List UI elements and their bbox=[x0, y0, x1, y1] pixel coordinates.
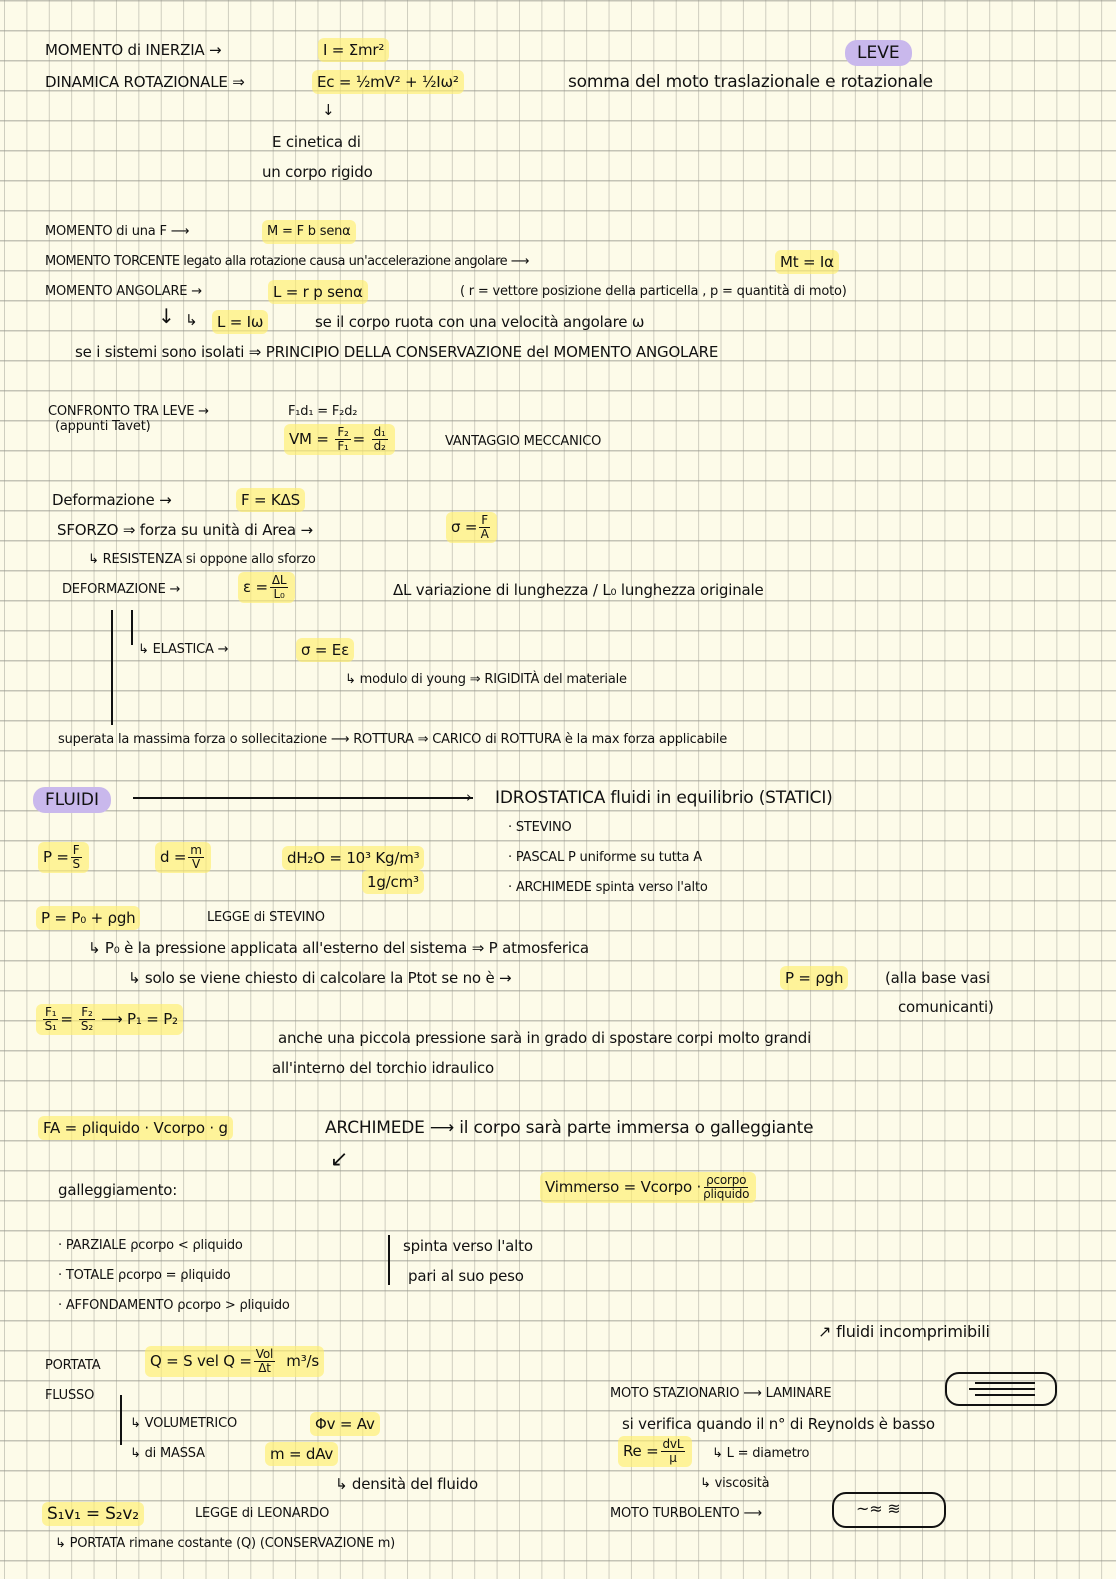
pascal-item: · PASCAL P uniforme su tutta A bbox=[508, 850, 702, 865]
def2-note: ΔL variazione di lunghezza / L₀ lunghezza originale bbox=[393, 581, 764, 599]
fluidi-badge: FLUIDI bbox=[33, 787, 111, 813]
forza-label: MOMENTO di una F ⟶ bbox=[45, 224, 190, 239]
vimm-lhs: Vimmerso = Vcorpo · bbox=[545, 1178, 702, 1196]
fraction bbox=[479, 514, 490, 541]
flusso-label: FLUSSO bbox=[45, 1388, 95, 1403]
dinamica-note: somma del moto traslazionale e rotazionale bbox=[568, 72, 933, 92]
sforzo-label: SFORZO ⇒ forza su unità di Area → bbox=[57, 521, 313, 539]
denominator: L₀ bbox=[273, 587, 285, 601]
denominator: μ bbox=[669, 1451, 677, 1465]
denominator: d₂ bbox=[373, 439, 386, 453]
numerator: m bbox=[190, 843, 202, 857]
vm-formula: VM = $\frac{\text{F₂}}{\text{F₁}}$ = $\frac{\text{d₁}}{\text{d₂}}$ bbox=[284, 424, 395, 455]
vertical-arrow-line bbox=[111, 610, 113, 725]
portata-formula bbox=[145, 1346, 324, 1377]
numerator: F₁ bbox=[45, 1005, 57, 1019]
vasi-text-2: comunicanti) bbox=[898, 998, 994, 1016]
torchio-text-2: all'interno del torchio idraulico bbox=[272, 1059, 494, 1077]
denominator: V bbox=[192, 857, 201, 871]
idrostatica-text: IDROSTATICA fluidi in equilibrio (STATICI) bbox=[495, 788, 833, 808]
angolare-note: ( r = vettore posizione della particella , p = quantità di moto) bbox=[460, 284, 847, 299]
turbulent-tube-icon bbox=[832, 1492, 946, 1528]
turbulence-glyphs: ~≈ ≋ bbox=[856, 1499, 901, 1518]
water-density-alt: 1g/cm³ bbox=[362, 870, 424, 894]
density-formula bbox=[155, 842, 211, 873]
pascal-rhs: ⟶ P₁ = P₂ bbox=[101, 1010, 178, 1028]
flow-line bbox=[969, 1388, 1035, 1390]
young-text: ↳ modulo di young ⇒ RIGIDITÀ del materiale bbox=[345, 672, 627, 687]
archimede-label: ARCHIMEDE ⟶ il corpo sarà parte immersa o galleggiante bbox=[325, 1118, 814, 1138]
stevino-formula: P = P₀ + ρgh bbox=[36, 906, 140, 930]
pascal-formula: $\frac{\text{F₁}}{\text{S₁}}$ = $\frac{\text{F₂}}{\text{S₂}}$ ⟶ P₁ = P₂ bbox=[36, 1004, 183, 1035]
flow-line bbox=[975, 1394, 1035, 1396]
leve-badge: LEVE bbox=[845, 40, 912, 66]
numerator: F bbox=[72, 843, 80, 857]
reynolds-formula bbox=[618, 1436, 692, 1467]
long-arrow-line bbox=[133, 797, 473, 799]
numerator: Vol bbox=[255, 1347, 274, 1361]
elastica-label: ↳ ELASTICA → bbox=[138, 642, 229, 657]
numerator: F bbox=[481, 513, 488, 527]
spinta-text: spinta verso l'alto bbox=[403, 1237, 533, 1255]
vm-note: VANTAGGIO MECCANICO bbox=[445, 434, 602, 449]
turbolento-text: MOTO TURBOLENTO ⟶ bbox=[610, 1506, 762, 1521]
volumetrico-label: ↳ VOLUMETRICO bbox=[130, 1416, 237, 1431]
denominator: ρliquido bbox=[703, 1187, 750, 1201]
dinamica-formula: Ec = ½mV² + ½Iω² bbox=[312, 70, 464, 94]
archimede-formula: FA = ρliquido · Vcorpo · g bbox=[38, 1116, 233, 1140]
deformazione-formula: F = KΔS bbox=[236, 488, 305, 512]
confronto-label: CONFRONTO TRA LEVE → bbox=[48, 404, 209, 419]
denominator: S₁ bbox=[44, 1019, 57, 1033]
denominator: Δt bbox=[258, 1361, 271, 1375]
portata-unit: m³/s bbox=[286, 1352, 319, 1370]
fraction bbox=[270, 574, 289, 601]
down-arrow-icon: ↓ bbox=[158, 304, 175, 328]
inerzia-formula: I = Σmr² bbox=[318, 38, 389, 62]
deformazione-label: Deformazione → bbox=[52, 491, 172, 509]
archimede-item: · ARCHIMEDE spinta verso l'alto bbox=[508, 880, 708, 895]
fraction bbox=[335, 426, 350, 453]
galleggiamento-label: galleggiamento: bbox=[58, 1181, 178, 1199]
fraction bbox=[703, 1174, 749, 1201]
confronto-formula: F₁d₁ = F₂d₂ bbox=[288, 404, 358, 419]
numerator: F₂ bbox=[81, 1005, 93, 1019]
cinetica-text-2: un corpo rigido bbox=[262, 163, 373, 181]
sforzo-formula bbox=[446, 512, 497, 543]
volumetrico-formula: Φv = Av bbox=[310, 1412, 380, 1436]
laminar-tube-icon bbox=[945, 1372, 1057, 1406]
diagonal-arrow-icon: ↙ bbox=[330, 1147, 349, 1172]
arrow-head-icon: › bbox=[466, 788, 472, 806]
torcente-label: MOMENTO TORCENTE legato alla rotazione causa un'accelerazione angolare ⟶ bbox=[45, 254, 529, 269]
fraction bbox=[71, 844, 82, 871]
diametro-text: ↳ L = diametro bbox=[712, 1446, 810, 1461]
parziale-item: · PARZIALE ρcorpo < ρliquido bbox=[58, 1238, 243, 1253]
hook-line bbox=[131, 610, 133, 645]
densita-text: ↳ densità del fluido bbox=[335, 1475, 478, 1493]
forza-formula: M = F b senα bbox=[262, 220, 356, 244]
hook-arrow-icon: ↳ bbox=[185, 311, 198, 329]
stevino-label: LEGGE di STEVINO bbox=[207, 910, 325, 925]
iw-note: se il corpo ruota con una velocità angolare ω bbox=[315, 313, 645, 331]
reynolds-text: si verifica quando il n° di Reynolds è basso bbox=[622, 1415, 935, 1433]
torchio-text-1: anche una piccola pressione sarà in grado di spostare corpi molto grandi bbox=[278, 1029, 812, 1047]
denominator: S₂ bbox=[80, 1019, 93, 1033]
elastica-formula: σ = Eε bbox=[296, 638, 354, 662]
pressure-formula bbox=[38, 842, 89, 873]
angolare-label: MOMENTO ANGOLARE → bbox=[45, 284, 202, 299]
denominator: A bbox=[480, 527, 489, 541]
vasi-text-1: (alla base vasi bbox=[885, 969, 990, 987]
vimmerso-formula bbox=[540, 1172, 756, 1203]
water-density-formula: dH₂O = 10³ Kg/m³ bbox=[282, 846, 424, 870]
down-arrow-icon: ↓ bbox=[322, 101, 335, 119]
def2-lhs: ε = bbox=[243, 578, 268, 596]
massa-label: ↳ di MASSA bbox=[130, 1446, 205, 1461]
stazionario-text: MOTO STAZIONARIO ⟶ LAMINARE bbox=[610, 1386, 832, 1401]
numerator: d₁ bbox=[373, 425, 386, 439]
iw-formula: L = Iω bbox=[212, 310, 268, 334]
torcente-formula: Mt = Iα bbox=[775, 250, 839, 274]
portata-costante: ↳ PORTATA rimane costante (Q) (CONSERVAZIONE m) bbox=[55, 1536, 396, 1551]
fraction bbox=[372, 426, 388, 453]
fraction bbox=[661, 1438, 686, 1465]
ptot-note: ↳ solo se viene chiesto di calcolare la Ptot se no è → bbox=[128, 969, 512, 987]
denominator: S bbox=[72, 857, 80, 871]
divider-line bbox=[388, 1235, 390, 1285]
numerator: ρcorpo bbox=[706, 1173, 747, 1187]
fraction bbox=[79, 1006, 94, 1033]
fraction bbox=[188, 844, 204, 871]
inerzia-label: MOMENTO di INERZIA → bbox=[45, 41, 222, 59]
totale-item: · TOTALE ρcorpo = ρliquido bbox=[58, 1268, 231, 1283]
pari-text: pari al suo peso bbox=[408, 1267, 524, 1285]
viscosita-text: ↳ viscosità bbox=[700, 1476, 770, 1491]
numerator: dvL bbox=[662, 1437, 684, 1451]
p-lhs: P = bbox=[43, 848, 69, 866]
conservazione-text: se i sistemi sono isolati ⇒ PRINCIPIO DELLA CONSERVAZIONE del MOMENTO ANGOLARE bbox=[75, 343, 719, 361]
def2-label: DEFORMAZIONE → bbox=[62, 582, 181, 597]
fraction bbox=[43, 1006, 58, 1033]
p0-note: ↳ P₀ è la pressione applicata all'esterno del sistema ⇒ P atmosferica bbox=[88, 939, 589, 957]
leonardo-formula: S₁v₁ = S₂v₂ bbox=[42, 1502, 144, 1526]
affondamento-item: · AFFONDAMENTO ρcorpo > ρliquido bbox=[58, 1298, 290, 1313]
portata-label: PORTATA bbox=[45, 1358, 101, 1373]
d-lhs: d = bbox=[160, 848, 187, 866]
cinetica-text-1: E cinetica di bbox=[272, 133, 361, 151]
numerator: ΔL bbox=[271, 573, 287, 587]
stevino-item: · STEVINO bbox=[508, 820, 572, 835]
rottura-text: superata la massima forza o sollecitazione ⟶ ROTTURA ⇒ CARICO di ROTTURA è la max forza applicabile bbox=[58, 732, 728, 747]
confronto-sub: (appunti Tavet) bbox=[55, 419, 151, 434]
re-lhs: Re = bbox=[623, 1442, 659, 1460]
incomprimibili-text: ↗ fluidi incomprimibili bbox=[818, 1322, 990, 1341]
flusso-bracket bbox=[120, 1395, 122, 1445]
leonardo-label: LEGGE di LEONARDO bbox=[195, 1506, 330, 1521]
def2-formula bbox=[238, 572, 295, 603]
dinamica-label: DINAMICA ROTAZIONALE ⇒ bbox=[45, 73, 245, 91]
flow-line bbox=[975, 1382, 1035, 1384]
vm-label: VM = bbox=[289, 430, 329, 448]
angolare-formula: L = r p senα bbox=[268, 280, 368, 304]
massa-formula: m = dAv bbox=[265, 1442, 338, 1466]
numerator: F₂ bbox=[337, 425, 349, 439]
denominator: F₁ bbox=[337, 439, 349, 453]
sforzo-lhs: σ = bbox=[451, 518, 478, 536]
pgh-formula: P = ρgh bbox=[780, 966, 848, 990]
portata-f1: Q = S vel Q = bbox=[150, 1352, 252, 1370]
fraction bbox=[254, 1348, 275, 1375]
resistenza-text: ↳ RESISTENZA si oppone allo sforzo bbox=[88, 552, 316, 567]
